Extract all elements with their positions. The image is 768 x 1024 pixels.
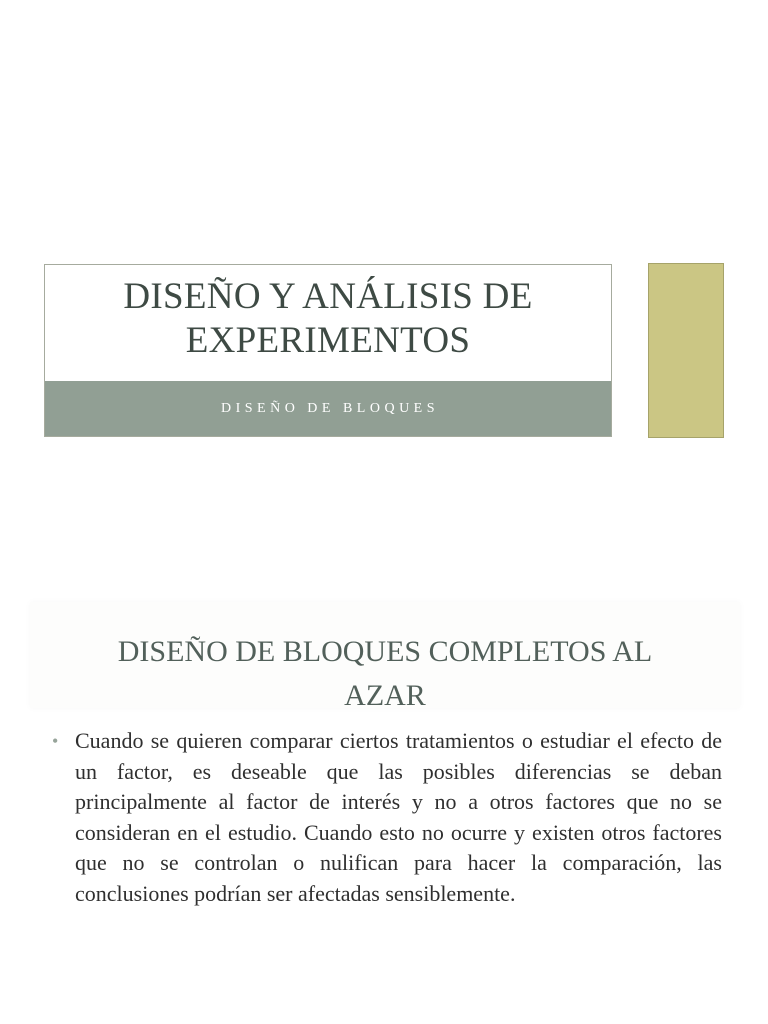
presentation-subtitle: DISEÑO DE BLOQUES: [220, 400, 440, 416]
bullet-item: [52, 726, 722, 909]
accent-rectangle: [648, 263, 724, 438]
heading-line-1: DISEÑO DE BLOQUES COMPLETOS AL: [117, 635, 653, 668]
heading-band: [30, 602, 740, 712]
slide-heading: [30, 630, 740, 718]
title-line-1: DISEÑO Y ANÁLISIS DE: [123, 276, 533, 317]
heading-line-2: AZAR: [344, 679, 426, 712]
bullet-text: Cuando se quieren comparar ciertos tratamientos o estudiar el efecto de un factor, es deseable que las posibles diferencias se deban principalmente al factor de interés y no a otros factores que no se consideran en el estudio. Cuando esto no ocurre y existen otros factores que no se controlan o nulifican para hacer la comparación, las conclusiones podrían ser afectadas sensiblemente.: [75, 728, 722, 906]
title-line-2: EXPERIMENTOS: [185, 320, 471, 361]
title-box: [44, 264, 612, 437]
subtitle-band: [45, 381, 611, 436]
presentation-title: [45, 275, 611, 363]
content-slide: [0, 586, 768, 1024]
bullet-icon: •: [52, 731, 59, 751]
